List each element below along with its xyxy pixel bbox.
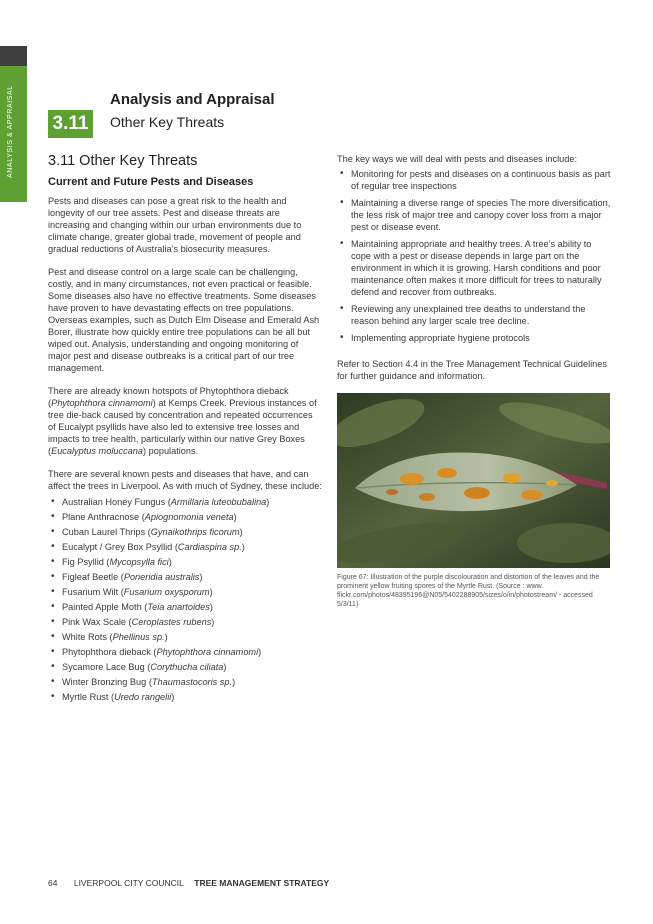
page-subtitle: Other Key Threats: [110, 114, 225, 130]
list-item: • Fusarium Wilt (Fusarium oxysporum): [48, 586, 322, 598]
list-item: • Implementing appropriate hygiene protocols: [337, 332, 612, 344]
list-item: • Maintaining a diverse range of species The more diversification, the less risk of major tree and canopy cover loss from a major pest or disease event.: [337, 197, 612, 233]
list-item: • Fig Psyllid (Mycopsylla fici): [48, 556, 322, 568]
right-column: [337, 153, 612, 609]
list-item: • Australian Honey Fungus (Armillaria luteobubalina): [48, 496, 322, 508]
section-title: 3.11 Other Key Threats: [48, 153, 198, 169]
footer-council: LIVERPOOL CITY COUNCIL: [73, 878, 184, 888]
paragraph-intro: Pests and diseases can pose a great risk to the health and longevity of our tree assets. Pest and disease threats are increasing and changing within our urban environments due to climate change, greater global trade, movement of people and gradual reductions of Australia’s biosecurity measures.: [48, 196, 302, 254]
list-item: • Eucalypt / Grey Box Psyllid (Cardiaspina sp.): [48, 541, 322, 553]
left-column: [48, 153, 322, 706]
side-tab-marker: [0, 46, 27, 66]
list-item: • Reviewing any unexplained tree deaths to understand the reason behind any larger scale tree decline.: [337, 303, 612, 327]
list-item: • Sycamore Lace Bug (Corythucha ciliata): [48, 661, 322, 673]
measures-list: [337, 168, 612, 344]
list-item: • Maintaining appropriate and healthy trees. A tree’s ability to cope with a pest or disease depends in large part on the environment in which it is growing. Harsh conditions and poor maintenance often makes it more difficult for trees to naturally defend and recover from outbreaks.: [337, 238, 612, 298]
page-footer: [48, 878, 329, 888]
footer-document-title: TREE MANAGEMENT STRATEGY: [194, 878, 330, 888]
myrtle-rust-photo: [337, 393, 610, 568]
paragraph-pests-intro: There are several known pests and diseases that have, and can affect the trees in Liverpool. As with much of Sydney, these include:: [48, 469, 322, 491]
paragraph-control: Pest and disease control on a large scale can be challenging, costly, and in many circumstances, not even practical or feasible. Some diseases also have no effective treatments. Some diseases have proven to have devastating effects on tree populations. Overseas examples, such as Dutch Elm Disease and Emerald Ash Borer, illustrate how quickly entire tree populations can be all but wiped out. Analysis, understanding and ongoing monitoring of major pest and disease outbreaks is a critical part of our tree management.: [48, 267, 320, 373]
list-item: • White Rots (Phellinus sp.): [48, 631, 322, 643]
measures-intro: The key ways we will deal with pests and diseases include:: [337, 154, 578, 164]
list-item: • Winter Bronzing Bug (Thaumastocoris sp.): [48, 676, 322, 688]
paragraph-dieback: There are already known hotspots of Phytophthora dieback (Phytophthora cinnamomi) at Kemps Creek. Previous instances of tree die-back caused by concentration and repeated occurrences of Eucalypt psyllids have also led to extensive tree losses and impacts to tree health, particularly within our native Grey Boxes (Eucalyptus moluccana) populations.: [48, 386, 317, 456]
list-item: • Phytophthora dieback (Phytophthora cinnamomi): [48, 646, 322, 658]
list-item: • Cuban Laurel Thrips (Gynaikothrips ficorum): [48, 526, 322, 538]
subheading: Current and Future Pests and Diseases: [48, 176, 254, 188]
list-item: • Plane Anthracnose (Apiognomonia veneta): [48, 511, 322, 523]
page-number: 64: [48, 878, 58, 888]
list-item: • Painted Apple Moth (Teia anartoides): [48, 601, 322, 613]
pest-list: [48, 496, 322, 703]
section-number-badge: 3.11: [48, 110, 93, 138]
leaf-photo-illustration: [337, 393, 610, 568]
page-title: Analysis and Appraisal: [110, 91, 275, 108]
list-item: • Figleaf Beetle (Poneridia australis): [48, 571, 322, 583]
side-tab-label: ANALYSIS & APPRAISAL: [7, 85, 14, 178]
reference-note: Refer to Section 4.4 in the Tree Management Technical Guidelines for further guidance and information.: [337, 359, 607, 381]
figure-caption: Figure 67: Illustration of the purple discolouration and distortion of the leaves and the prominent yellow fruiting spores of the Myrtle Rust. (Source : www. flickr.com/photos/48395196@N05/5402288905/sizes/o/in/photostream/ - accessed 5/3/11): [337, 574, 600, 608]
list-item: • Pink Wax Scale (Ceroplastes rubens): [48, 616, 322, 628]
list-item: • Myrtle Rust (Uredo rangelii): [48, 691, 322, 703]
list-item: • Monitoring for pests and diseases on a continuous basis as part of regular tree inspections: [337, 168, 612, 192]
